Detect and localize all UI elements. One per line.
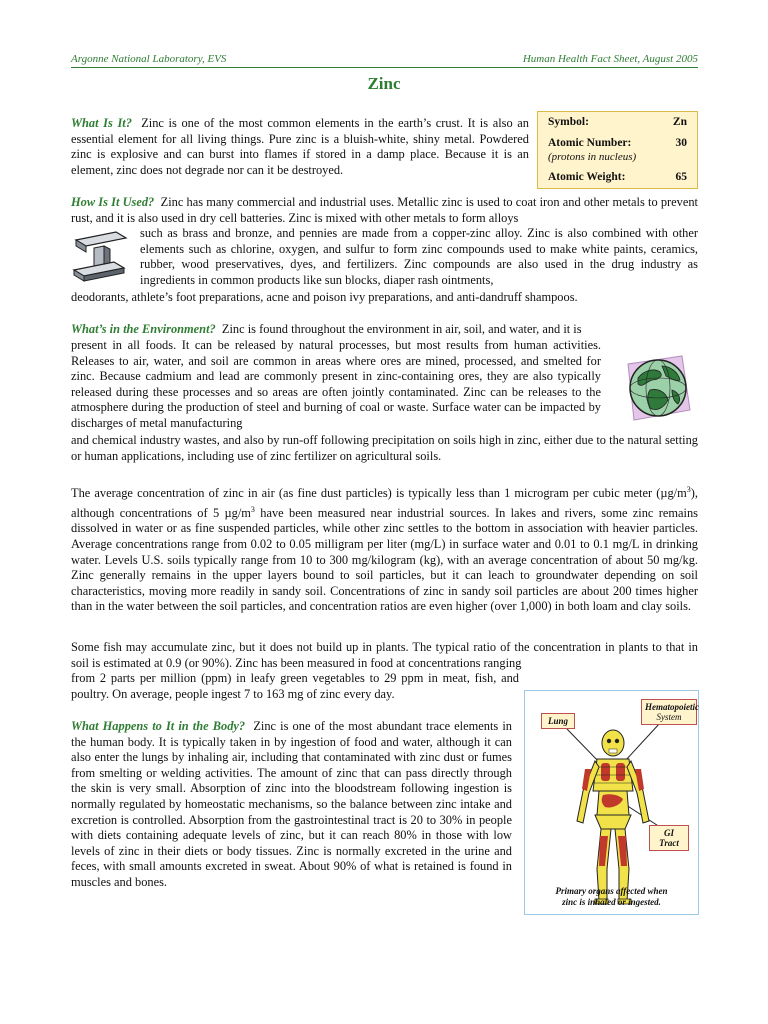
atomic-number-note: (protons in nucleus) xyxy=(548,151,637,163)
section-heading: How Is It Used? xyxy=(71,195,155,209)
section-text: Some fish may accumulate zinc, but it does not build up in plants. The typical ratio of the concentration in plants to that in soil is estimated at 0.9 (or 90%). Zinc has been measured in food at concentrations ranging xyxy=(71,640,698,670)
atomic-weight-value: 65 xyxy=(675,171,687,183)
how-used-paragraph-c xyxy=(71,290,698,306)
globe-icon xyxy=(620,350,694,424)
how-used-paragraph-b xyxy=(140,226,698,288)
i-beam-icon xyxy=(70,230,128,282)
section-text: Zinc is found throughout the environment in air, soil, and water, and it is xyxy=(221,322,582,336)
caption-line2: zinc is inhaled or ingested. xyxy=(562,897,661,907)
superscript: 3 xyxy=(250,504,255,514)
header-series: Human Health Fact Sheet, August 2005 xyxy=(522,53,698,65)
section-text: ), although concentrations of 5 µg/m xyxy=(71,486,698,520)
lung-label-text: Lung xyxy=(547,716,568,726)
page-header xyxy=(71,52,698,68)
fish-paragraph-a xyxy=(71,640,698,671)
figure-caption xyxy=(531,886,692,908)
what-is-it-paragraph xyxy=(71,116,529,178)
fish-paragraph-b xyxy=(71,671,519,702)
section-heading: What’s in the Environment? xyxy=(71,322,216,336)
gi-tract-label xyxy=(649,825,689,851)
section-text: Zinc is one of the most common elements in the earth’s crust. It is also an essential element for all living things. Pure zinc is a bluish-white, shiny metal. Powdered zinc is explosive and can burst into flames if stored in a damp place. Because it is an element, zinc does not degrade nor can it be destroyed. xyxy=(71,116,529,177)
lung-label xyxy=(541,713,575,729)
section-text: deodorants, athlete’s foot preparations, acne and poison ivy preparations, and anti-dandruff shampoos. xyxy=(71,290,578,304)
section-text: such as brass and bronze, and pennies are made from a copper-zinc alloy. Zinc is also combined with other elements such as chlorine, oxygen, and sulfur to form zinc compounds used to make white paints, ceramics, rubber, wood preservatives, dyes, and fertilizers. Zinc compounds are also used in the drug industry as ingredients in common products like sun blocks, diaper rash ointments, xyxy=(140,226,698,287)
caption-line1: Primary organs affected when xyxy=(555,886,668,896)
environment-paragraph-b xyxy=(71,338,601,432)
atomic-number-value: 30 xyxy=(675,137,687,149)
gi-label-line2: Tract xyxy=(659,838,679,848)
symbol-value: Zn xyxy=(672,116,687,128)
body-organs-figure xyxy=(524,690,699,915)
atomic-weight-label: Atomic Weight: xyxy=(548,171,626,183)
section-text: The average concentration of zinc in air (as fine dust particles) is typically less than 1 microgram per cubic meter (µg/m xyxy=(71,486,687,501)
superscript: 3 xyxy=(686,485,691,494)
hematopoietic-label-line1: Hematopoietic xyxy=(645,702,699,712)
section-text: Zinc is one of the most abundant trace elements in the human body. It is typically taken in by ingestion of food and water, although it can also enter the lungs by inhaling air, including that contaminated with zinc dust or fumes from smelting or welding activities. The amount of zinc that can pass directly through the skin is very small. Absorption of zinc into the bloodstream following ingestion is normally regulated by homeostatic mechanisms, so the balance between zinc intake and excretion is controlled. Absorption from the gastrointestinal tract is 20 to 30% in people with diets containing adequate levels of zinc, but it can reach 80% in those with low levels of zinc in their diets or body tissues. Zinc is normally excreted in the urine and feces, with small amounts excreted in sweat. About 90% of what is retained is found in muscles and bones. xyxy=(71,719,512,889)
how-used-paragraph-a xyxy=(71,195,698,226)
hematopoietic-label-line2: System xyxy=(656,712,682,722)
page-title: Zinc xyxy=(367,74,401,93)
gi-label-line1: GI xyxy=(663,828,674,838)
environment-paragraph-c xyxy=(71,433,698,464)
section-text: from 2 parts per million (ppm) in leafy green vegetables to 29 ppm in meat, fish, and poultry. On average, people ingest 7 to 163 mg of zinc every day. xyxy=(71,671,519,701)
section-text: Zinc has many commercial and industrial uses. Metallic zinc is used to coat iron and other metals to prevent rust, and it is also used in dry cell batteries. Zinc is mixed with other metals to form alloys xyxy=(71,195,698,225)
concentration-paragraph xyxy=(71,482,698,615)
header-organization: Argonne National Laboratory, EVS xyxy=(71,53,227,65)
section-text: have been measured near industrial sources. In lakes and rivers, some zinc remains dissolved in water or as fine suspended particles, while other zinc settles to the bottom in association with heavier particles. Average concentrations range from 0.02 to 0.05 milligram per liter (mg/L) in surface water and 0.01 to 0.1 mg/L in drinking water. Levels U.S. soils typically range from 10 to 300 mg/kilogram (kg), with an average concentration of about 50 mg/kg. Zinc generally remains in the upper layers bound to soil particles, but it can leach to groundwater depending on soil characteristics, moving more readily in sandy soil. Concentrations of zinc in sandy soil particles are about 200 times higher than in the water between the soil particles, and concentration ratios are even higher (over 1,000) in both loam and clay soils. xyxy=(71,505,699,614)
element-info-box xyxy=(537,111,698,189)
section-text: present in all foods. It can be released by natural processes, but most results from human activities. Releases to air, water, and soil are common in areas where ores are mined, processed, and smelted for zinc. Because cadmium and lead are commonly present in zinc-containing ores, they are also typically released during these processes and so areas are often jointly contaminated. Zinc can be releases to the atmosphere during the production of steel and burning of coal or waste. Surface water can be impacted by discharges of metal manufacturing xyxy=(71,338,601,430)
section-text: and chemical industry wastes, and also by run-off following precipitation on soils high in zinc, either due to the natural setting or human applications, including use of zinc fertilizer on agricultural soils. xyxy=(71,433,698,463)
body-paragraph xyxy=(71,719,512,891)
symbol-label: Symbol: xyxy=(548,116,589,128)
section-heading: What Is It? xyxy=(71,116,132,130)
hematopoietic-label xyxy=(641,699,697,725)
environment-paragraph-a xyxy=(71,322,698,338)
section-heading: What Happens to It in the Body? xyxy=(71,719,246,733)
atomic-number-label: Atomic Number: xyxy=(548,137,632,149)
